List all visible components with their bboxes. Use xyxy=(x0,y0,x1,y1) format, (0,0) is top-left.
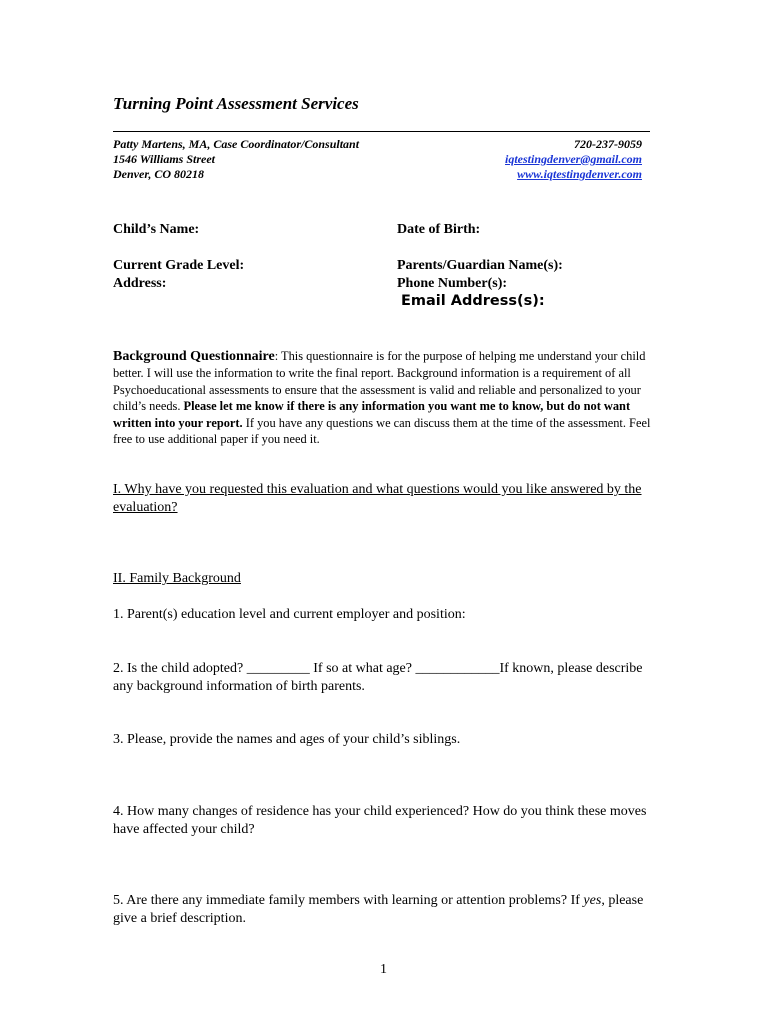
section-2-heading: II. Family Background xyxy=(113,571,241,586)
intro-text-2: If you have any questions we can discuss them at the time of the assessment. Feel free to use additional paper if you need it. xyxy=(113,415,651,447)
question-5-text-2: , please give a brief description. xyxy=(113,893,644,926)
question-2: 2. Is the child adopted? _________ If so at what age? ____________If known, please describe any background information of birth parents. xyxy=(113,661,643,694)
date-of-birth-label: Date of Birth: xyxy=(397,222,481,237)
website-link[interactable]: www.iqtestingdenver.com xyxy=(517,167,642,181)
section-1-heading: I. Why have you requested this evaluation and what questions would you like answered by the evaluation? xyxy=(113,482,642,515)
question-5-text-1: 5. Are there any immediate family members with learning or attention problems? If xyxy=(113,893,584,908)
intro-paragraph xyxy=(113,348,658,447)
intro-text-1: : This questionnaire is for the purpose of helping me understand your child better. I will use the information to write the final report. Background information is a requirement of all Psychoeducational assessments to ensure that the assessment is valid and reliable and personalized to your child’s needs. xyxy=(113,349,646,414)
question-4: 4. How many changes of residence has your child experienced? How do you think these moves have affected your child? xyxy=(113,804,647,837)
grade-level-label: Current Grade Level: xyxy=(113,258,245,273)
intro-bold-text: Please let me know if there is any information you want me to know, but do not want written into your report. xyxy=(113,399,631,430)
contact-links xyxy=(505,137,642,182)
contact-block xyxy=(113,137,359,182)
question-1: 1. Parent(s) education level and current employer and position: xyxy=(113,607,466,622)
contact-phone: 720-237-9059 xyxy=(574,137,642,151)
email-link[interactable]: iqtestingdenver@gmail.com xyxy=(505,152,642,166)
page-number: 1 xyxy=(380,962,387,977)
intro-heading: Background Questionnaire xyxy=(113,349,275,364)
document-title: Turning Point Assessment Services xyxy=(113,94,359,113)
phone-numbers-label: Phone Number(s): xyxy=(397,276,508,291)
contact-name: Patty Martens, MA, Case Coordinator/Consultant xyxy=(113,137,360,151)
childs-name-label: Child’s Name: xyxy=(113,222,200,237)
email-addresses-label: Email Address(s): xyxy=(401,293,545,309)
question-3: 3. Please, provide the names and ages of your child’s siblings. xyxy=(113,732,461,747)
contact-city: Denver, CO 80218 xyxy=(113,167,204,181)
parents-label: Parents/Guardian Name(s): xyxy=(397,258,563,273)
question-5 xyxy=(113,892,661,928)
question-5-italic: yes xyxy=(583,893,602,908)
header-rule xyxy=(113,131,650,132)
contact-street: 1546 Williams Street xyxy=(113,152,216,166)
address-label: Address: xyxy=(113,276,167,291)
